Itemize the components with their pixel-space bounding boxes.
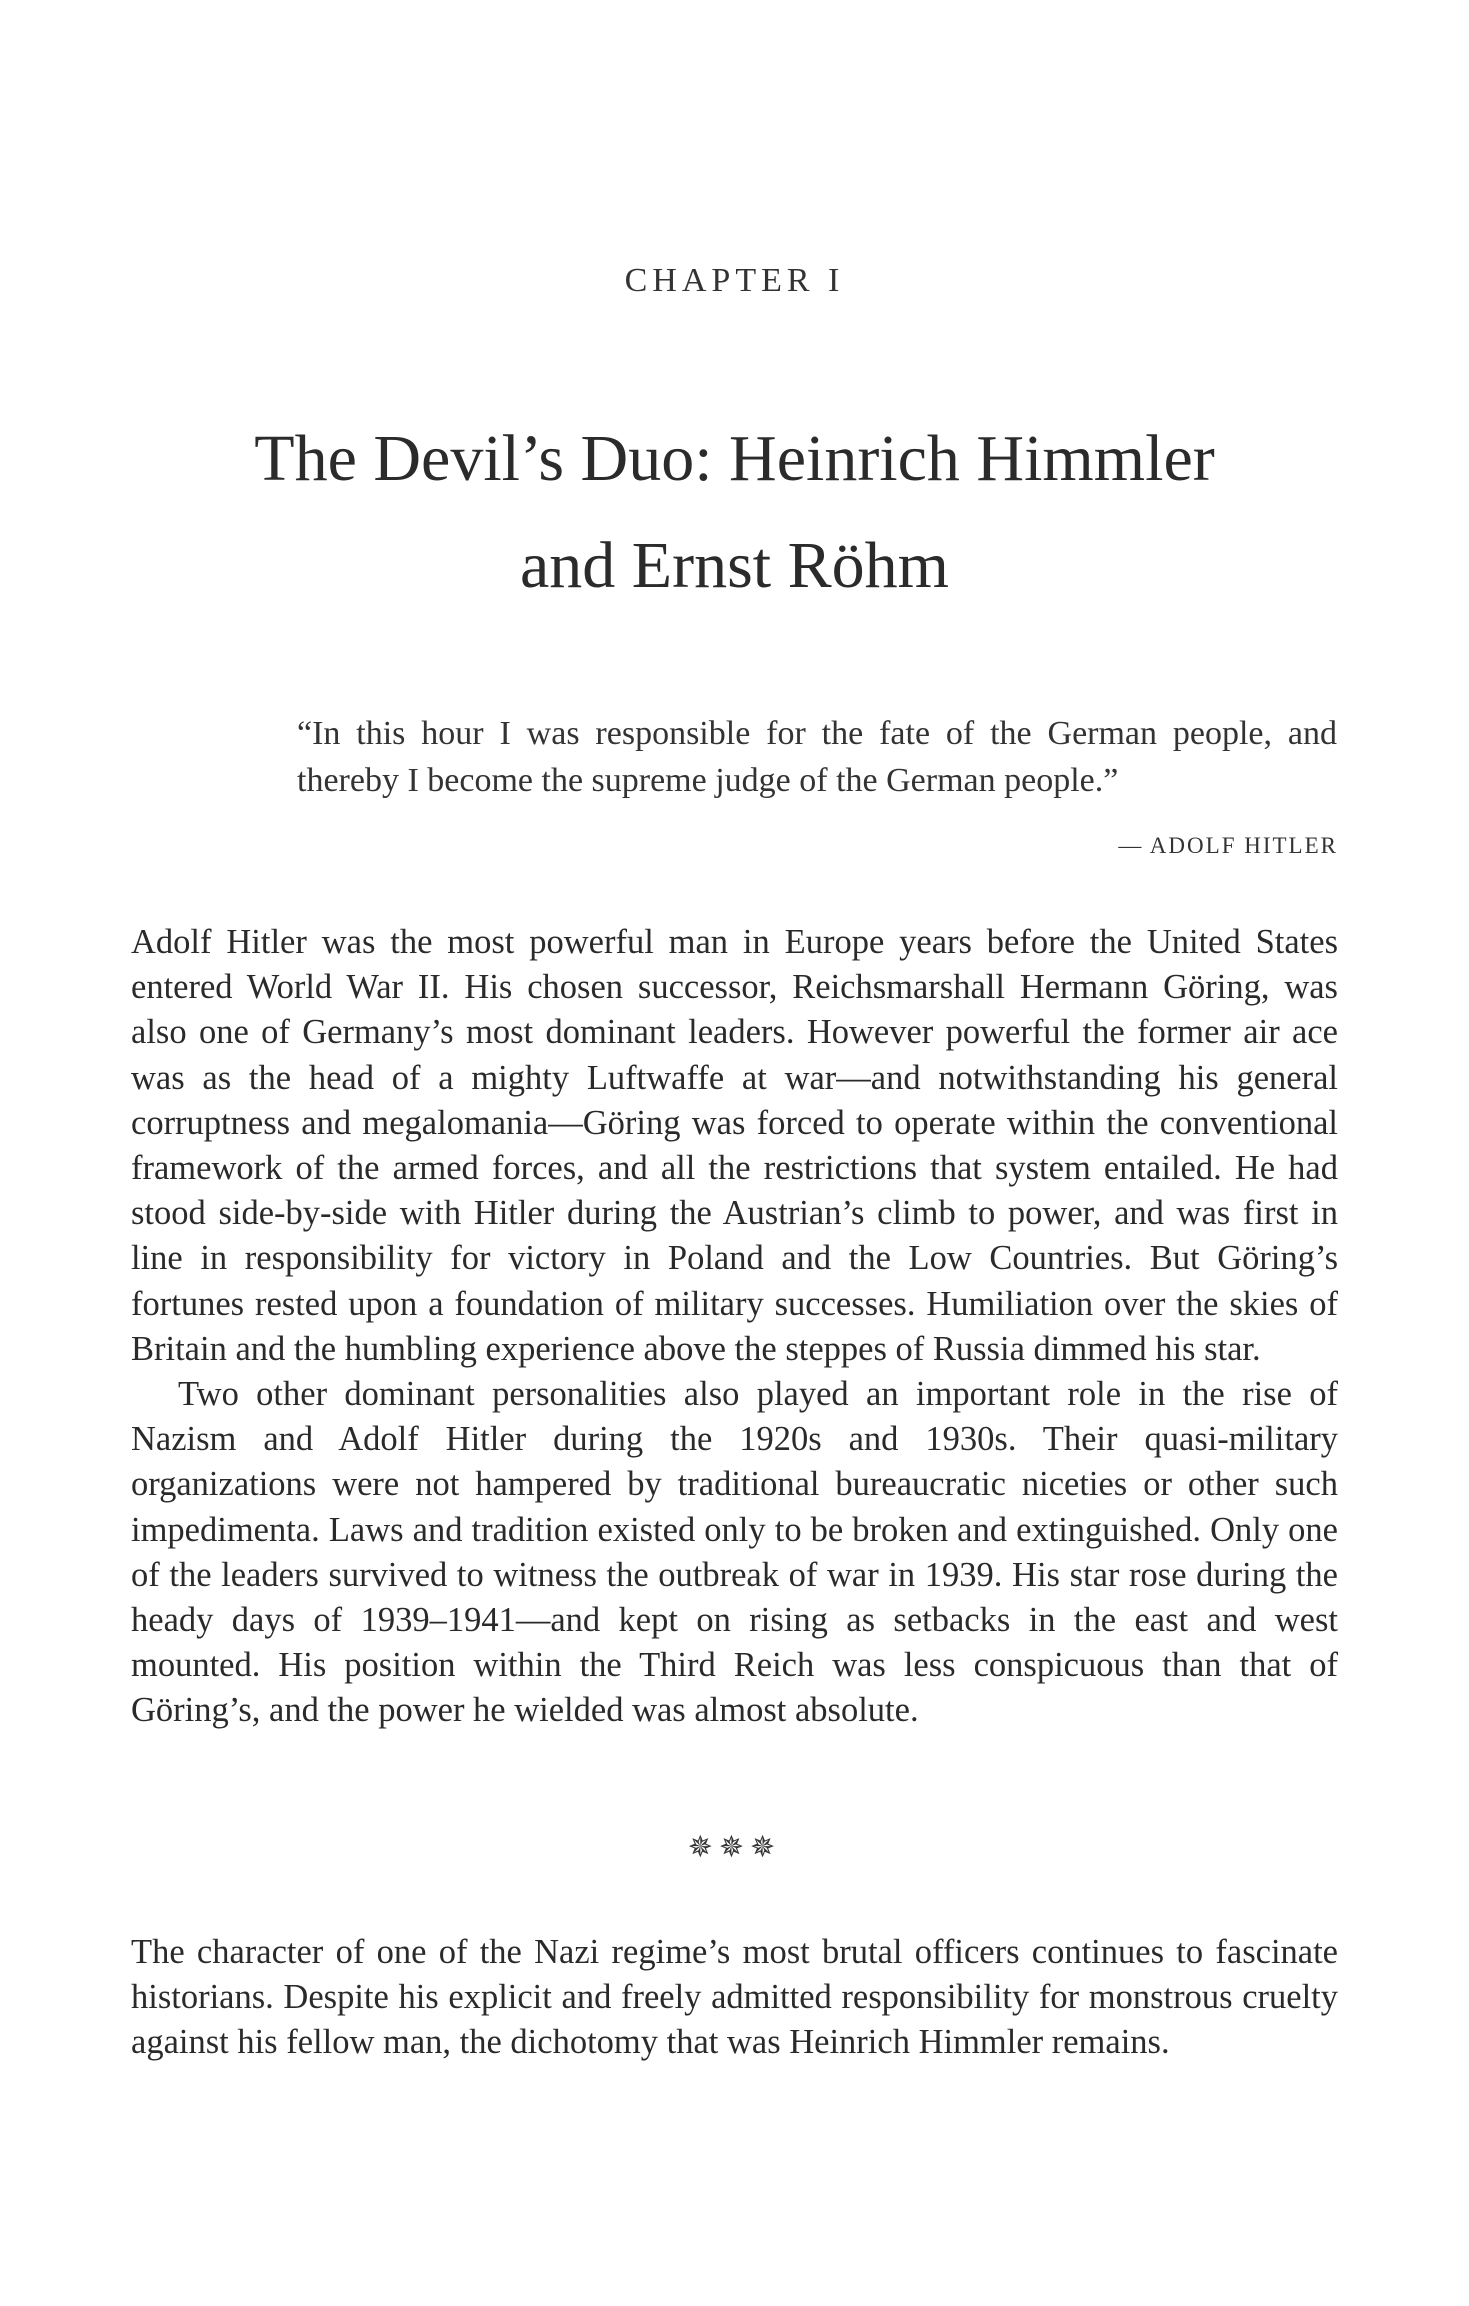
body-paragraph-1: Adolf Hitler was the most powerful man in Europe years before the United States entered World War II. His chosen successor, Reichsmarshall Hermann Göring, was also one of Germany’s most dominant leaders. However powerful the former air ace was as the head of a mighty Luftwaffe at war—and notwithstanding his general corruptness and megalomania—Göring was forced to operate within the conventional framework of the armed forces, and all the restrictions that system entailed. He had stood side-by-side with Hitler during the Austrian’s climb to power, and was first in line in responsibility for victory in Poland and the Low Countries. But Göring’s fortunes rested upon a foundation of military successes. Humiliation over the skies of Britain and the humbling experience above the steppes of Russia dimmed his star. <box>131 923 1338 1368</box>
body-paragraph-3: The character of one of the Nazi regime’s most brutal officers continues to fascinate historians. Despite his explicit and freely admitted responsibility for monstrous cruelty against his fellow man, the dichotomy that was Heinrich Himmler remains. <box>131 1933 1338 2062</box>
body-section-two <box>131 1930 1338 2066</box>
section-break-ornament: ✵✵✵ <box>687 1831 782 1864</box>
chapter-title <box>0 405 1469 619</box>
chapter-title-line-1: The Devil’s Duo: Heinrich Himmler <box>254 422 1215 495</box>
body-paragraph-2: Two other dominant personalities also played an important role in the rise of Nazism and Adolf Hitler during the 1920s and 1930s. Their quasi-military organizations were not hampered by traditional bureaucratic niceties or other such impedimenta. Laws and tradition existed only to be broken and extinguished. Only one of the leaders survived to witness the outbreak of war in 1939. His star rose during the heady days of 1939–1941—and kept on rising as setbacks in the east and west mounted. His position within the Third Reich was less conspicuous than that of Göring’s, and the power he wielded was almost absolute. <box>131 1375 1338 1730</box>
chapter-label: CHAPTER I <box>624 262 845 299</box>
chapter-title-line-2: and Ernst Röhm <box>520 529 949 602</box>
body-section-one <box>131 920 1338 1734</box>
epigraph-quote: “In this hour I was responsible for the fate of the German people, and thereby I become the supreme judge of the German people.” <box>297 715 1337 799</box>
epigraph-attribution: — ADOLF HITLER <box>1118 833 1338 858</box>
